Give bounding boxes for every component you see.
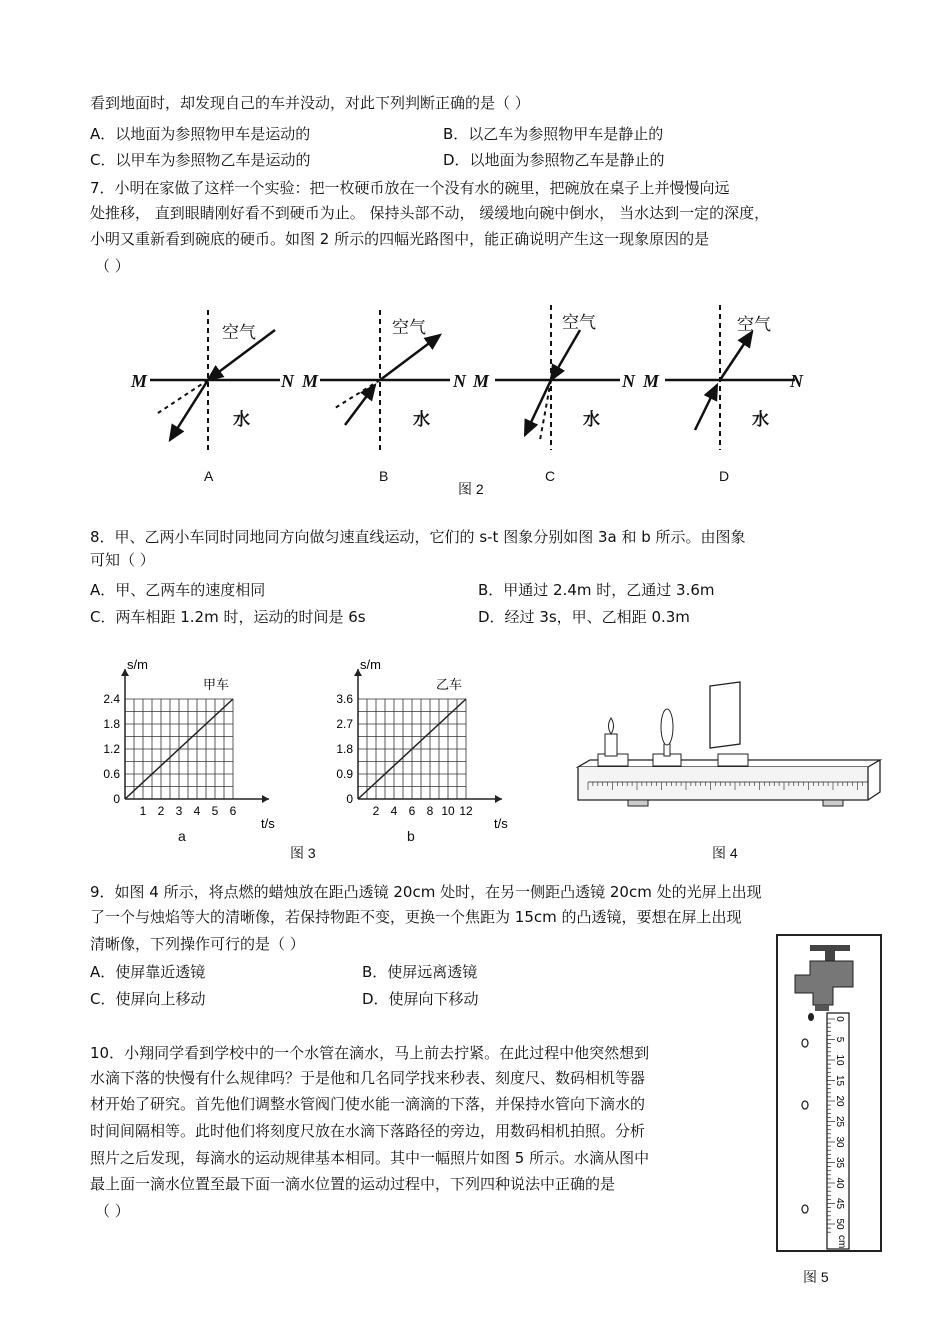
ruler-number: 20 xyxy=(834,1095,845,1107)
fig3b-x-tick-label: 2 xyxy=(372,804,380,818)
q10-line2: 水滴下落的快慢有什么规律吗？于是他和几名同学找来秒表、刻度尺、数码相机等器 xyxy=(90,1069,646,1087)
ruler-number: 50 xyxy=(834,1218,845,1230)
fig3a-y-axis-label: s/m xyxy=(127,657,148,672)
fig3b-y-tick-label: 0.9 xyxy=(336,767,353,781)
fig2-a-n: N xyxy=(281,371,294,391)
ruler-number: 5 xyxy=(834,1036,845,1043)
q9-option-d: D．使屏向下移动 xyxy=(362,990,479,1008)
q7-line2: 处推移， 直到眼睛刚好看不到硬币为止。 保持头部不动， 缓缓地向碗中倒水， 当水达到一定的深度， xyxy=(90,204,770,222)
fig3a-x-axis-label: t/s xyxy=(261,816,275,831)
q9-option-b: B．使屏远离透镜 xyxy=(362,963,478,981)
fig3b-chart xyxy=(318,657,518,831)
fig2-panel-a xyxy=(150,310,280,450)
q9-line2: 了一个与烛焰等大的清晰像，若保持物距不变，更换一个焦距为 15cm 的凸透镜，要想在屏上出现 xyxy=(90,908,742,926)
q8-option-b: B．甲通过 2.4m 时，乙通过 3.6m xyxy=(478,581,715,599)
ruler-number: 10 xyxy=(834,1054,845,1066)
fig3b-x-axis-label: t/s xyxy=(494,816,508,831)
fig2-b-air-label: 空气 xyxy=(392,318,426,337)
fig3b-x-tick-label: 4 xyxy=(390,804,398,818)
fig3a-x-tick-label: 3 xyxy=(175,804,183,818)
fig2-caption: 图 2 xyxy=(458,481,484,497)
q10-line4: 时间间隔相等。此时他们将刻度尺放在水滴下落路径的旁边，用数码相机拍照。分析 xyxy=(90,1122,646,1140)
fig3a-x-tick-label: 5 xyxy=(211,804,219,818)
q8-line2: 可知（ ） xyxy=(90,551,155,569)
ruler-number: 45 xyxy=(834,1197,845,1210)
fig3b-x-arrow xyxy=(495,795,502,803)
fig2-c-air-label: 空气 xyxy=(562,313,596,332)
q7-line1: 7．小明在家做了这样一个实验：把一枚硬币放在一个没有水的碗里，把碗放在桌子上并慢慢向远 xyxy=(90,179,730,197)
q8-option-d: D．经过 3s，甲、乙相距 0.3m xyxy=(478,608,690,626)
fig2-panel-a-label: A xyxy=(204,468,214,484)
fig3a-title: 甲车 xyxy=(203,677,230,692)
fig3b-y-tick-label: 1.8 xyxy=(336,742,353,756)
fig3a-y-tick-label: 1.2 xyxy=(103,742,120,756)
fig3a-x-tick-label: 2 xyxy=(157,804,165,818)
fig2-d-n: N xyxy=(790,371,803,391)
fig3b-x-tick-label: 8 xyxy=(426,804,434,818)
fig2-panel-c-label: C xyxy=(545,468,556,484)
fig3a-y-tick-label: 1.8 xyxy=(103,717,120,731)
fig2-a-m: M xyxy=(131,371,148,391)
q8-option-c: C．两车相距 1.2m 时，运动的时间是 6s xyxy=(90,608,366,626)
ruler-number: 25 xyxy=(834,1115,845,1128)
q9-option-c: C．使屏向上移动 xyxy=(90,990,206,1008)
q9-line1: 9．如图 4 所示，将点燃的蜡烛放在距凸透镜 20cm 处时，在另一侧距凸透镜 20cm 处的光屏上出现 xyxy=(90,883,762,901)
ruler-number: 40 xyxy=(834,1177,845,1189)
fig4-optical-bench xyxy=(568,682,888,812)
q6-option-a: A．以地面为参照物甲车是运动的 xyxy=(90,125,311,143)
fig2-a-air-label: 空气 xyxy=(222,323,256,342)
fig2-c-water-label: 水 xyxy=(583,410,600,429)
fig3b-sublabel: b xyxy=(407,828,415,844)
q10-line5: 照片之后发现，每滴水的运动规律基本相同。其中一幅照片如图 5 所示。水滴从图中 xyxy=(90,1149,650,1167)
fig5-ruler-unit: cm xyxy=(836,1235,847,1249)
fig2-panel-c xyxy=(495,305,620,450)
fig3-caption: 图 3 xyxy=(290,845,316,861)
q10-line1: 10．小翔同学看到学校中的一个水管在滴水，马上前去拧紧。在此过程中他突然想到 xyxy=(90,1044,650,1062)
q6-stem: 看到地面时，却发现自己的车并没动，对此下列判断正确的是（ ） xyxy=(90,94,530,112)
fig3a-sublabel: a xyxy=(178,828,186,844)
fig3a-y-tick-label: 0.6 xyxy=(103,767,120,781)
fig2-panel-b xyxy=(320,310,450,450)
fig3a-x-tick-label: 6 xyxy=(229,804,237,818)
fig3b-x-tick-label: 10 xyxy=(441,804,455,818)
q7-line3: 小明又重新看到碗底的硬币。如图 2 所示的四幅光路图中，能正确说明产生这一现象原因的是 xyxy=(90,230,710,248)
ruler-number: 15 xyxy=(834,1074,845,1087)
fig3b-y-axis-label: s/m xyxy=(360,657,381,672)
q8-option-a: A．甲、乙两车的速度相同 xyxy=(90,581,266,599)
q8-line1: 8．甲、乙两小车同时同地同方向做匀速直线运动，它们的 s-t 图象分别如图 3a 和 b 所示。由图象 xyxy=(90,528,746,546)
q6-option-c: C．以甲车为参照物乙车是运动的 xyxy=(90,151,311,169)
fig2-d-m: M xyxy=(643,371,660,391)
fig5-caption: 图 5 xyxy=(803,1269,829,1285)
fig4-caption: 图 4 xyxy=(712,845,738,861)
fig3a-y-tick-label: 0 xyxy=(113,792,120,806)
ruler-number: 30 xyxy=(834,1136,845,1148)
q9-line3: 清晰像，下列操作可行的是（ ） xyxy=(90,935,305,953)
q6-option-d: D．以地面为参照物乙车是静止的 xyxy=(443,151,665,169)
fig3a-chart xyxy=(85,657,285,831)
ruler-number: 35 xyxy=(834,1156,845,1169)
fig3b-title: 乙车 xyxy=(436,677,463,692)
fig2-c-n: N xyxy=(622,371,635,391)
fig2-b-n: N xyxy=(453,371,466,391)
fig3b-y-tick-label: 3.6 xyxy=(336,692,353,706)
fig3a-y-tick-label: 2.4 xyxy=(103,692,120,706)
q10-line3: 材开始了研究。首先他们调整水管阀门使水能一滴滴的下落，并保持水管向下滴水的 xyxy=(90,1095,646,1113)
q10-paren: （ ） xyxy=(95,1202,130,1220)
fig2-panel-d xyxy=(665,305,795,450)
q6-option-b: B．以乙车为参照物甲车是静止的 xyxy=(443,125,664,143)
ruler-number: 0 xyxy=(834,1016,845,1022)
fig3b-y-tick-label: 0 xyxy=(346,792,353,806)
fig3b-x-tick-label: 6 xyxy=(408,804,416,818)
fig2-panel-b-label: B xyxy=(379,468,389,484)
q9-option-a: A．使屏靠近透镜 xyxy=(90,963,206,981)
fig3a-x-arrow xyxy=(262,795,269,803)
fig2-b-water-label: 水 xyxy=(413,410,430,429)
q10-line6: 最上面一滴水位置至最下面一滴水位置的运动过程中，下列四种说法中正确的是 xyxy=(90,1175,616,1193)
fig3a-x-tick-label: 1 xyxy=(139,804,147,818)
fig3b-x-tick-label: 12 xyxy=(459,804,473,818)
fig5-faucet-ruler xyxy=(775,935,885,1255)
fig3b-y-tick-label: 2.7 xyxy=(336,717,353,731)
fig2-b-m: M xyxy=(302,371,319,391)
fig3a-x-tick-label: 4 xyxy=(193,804,201,818)
fig2-d-water-label: 水 xyxy=(752,410,769,429)
fig2-c-m: M xyxy=(473,371,490,391)
fig2-panel-d-label: D xyxy=(719,468,730,484)
fig2-a-water-label: 水 xyxy=(233,410,250,429)
q7-paren: （ ） xyxy=(95,257,130,275)
fig2-d-air-label: 空气 xyxy=(737,315,771,334)
